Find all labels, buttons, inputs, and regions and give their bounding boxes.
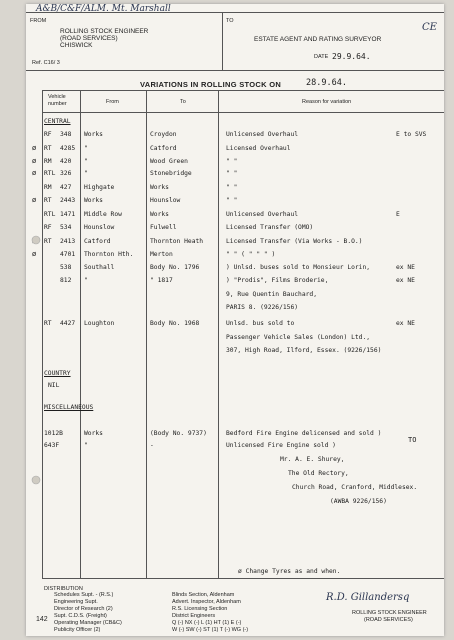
ref-label: Ref. C16/ 3	[32, 60, 60, 66]
vehicle-number: 326	[60, 170, 72, 177]
vehicle-code: RF	[44, 131, 52, 138]
variations-title: VARIATIONS IN ROLLING STOCK ON	[140, 80, 282, 89]
footnote: ø Change Tyres as and when.	[238, 568, 341, 575]
vehicle-code: RTL	[44, 170, 56, 177]
header-divider	[222, 12, 223, 70]
vehicle-code: RF	[44, 224, 52, 231]
reason-note: E	[396, 211, 400, 218]
reason-text: " "	[226, 158, 238, 165]
to-location: Stonebridge	[150, 170, 192, 177]
from-location: "	[84, 277, 88, 284]
vehicle-code: RT	[44, 320, 52, 327]
misc-from: Works	[84, 430, 103, 437]
country-value: NIL	[48, 382, 60, 389]
row-tick-mark: ø	[32, 196, 37, 204]
reason-note: ex NE	[396, 277, 415, 284]
vehicle-number: 538	[60, 264, 72, 271]
ce-mark: CE	[422, 22, 437, 33]
from-location: Loughton	[84, 320, 115, 327]
misc-vehicle-number: 1012B	[44, 430, 63, 437]
col-vehicle-line-2: number	[48, 101, 67, 107]
vehicle-number: 812	[60, 277, 72, 284]
row-tick-mark: ø	[32, 157, 37, 165]
reason-text: PARIS 8. (9226/156)	[226, 304, 299, 311]
misc-reason: Bedford Fire Engine delicensed and sold )	[226, 430, 382, 437]
variations-date: 28.9.64.	[306, 78, 347, 88]
to-location: Body No. 1796	[150, 264, 200, 271]
signature-title-1: ROLLING STOCK ENGINEER	[352, 610, 427, 616]
vehicle-code: RT	[44, 238, 52, 245]
distribution-right-item: District Engineers	[172, 613, 216, 619]
to-location: Croydon	[150, 131, 177, 138]
reason-text: Licensed Transfer (Via Works - B.O.)	[226, 238, 363, 245]
misc-reason: Unlicensed Fire Engine sold )	[226, 442, 336, 449]
vehicle-code: RM	[44, 184, 52, 191]
distribution-right-item: R.S. Licensing Section	[172, 606, 228, 612]
date-label: DATE	[314, 54, 329, 60]
table-top-rule	[42, 90, 444, 91]
distribution-right-item: W (-) SW (-) ST (1) T (-) WG (-)	[172, 627, 249, 633]
distribution-count: 142	[36, 616, 48, 623]
vehicle-code: RTL	[44, 211, 56, 218]
vehicle-number: 420	[60, 158, 72, 165]
vehicle-number: 348	[60, 131, 72, 138]
date-value: 29.9.64.	[332, 52, 371, 61]
vehicle-number: 4285	[60, 145, 76, 152]
from-location: "	[84, 170, 88, 177]
reason-text: 307, High Road, Ilford, Essex. (9226/156)	[226, 347, 382, 354]
row-tick-mark: ø	[32, 144, 37, 152]
misc-reason: Mr. A. E. Shurey,	[280, 456, 345, 463]
reason-text: Unlicensed Overhaul	[226, 131, 299, 138]
to-location: Works	[150, 184, 169, 191]
distribution-right-item: Advert. Inspector, Aldenham	[172, 599, 241, 605]
from-org-line-3: CHISWICK	[60, 42, 93, 49]
distribution-left-item: Schedules Supt. - (R.S.)	[54, 592, 114, 598]
table-left-border	[42, 90, 43, 578]
to-org: ESTATE AGENT AND RATING SURVEYOR	[254, 36, 382, 43]
misc-reason: The Old Rectory,	[288, 470, 349, 477]
distribution-left-item: Engineering Supt.	[54, 599, 98, 605]
from-org-line-2: (ROAD SERVICES)	[60, 35, 118, 42]
vehicle-number: 4701	[60, 251, 76, 258]
distribution-left-item: Publicity Officer (2)	[54, 627, 101, 633]
to-location: Thornton Heath	[150, 238, 204, 245]
signature-title-2: (ROAD SERVICES)	[364, 617, 413, 623]
col-reason-header: Reason for variation	[302, 99, 352, 105]
reason-text: " "	[226, 197, 238, 204]
reason-text: Unlicensed Overhaul	[226, 211, 299, 218]
to-location: Body No. 1968	[150, 320, 200, 327]
to-location: Fulwell	[150, 224, 177, 231]
from-location: Thornton Hth.	[84, 251, 134, 258]
vehicle-number: 2443	[60, 197, 76, 204]
distribution-left-item: Director of Research (2)	[54, 606, 113, 612]
col-divider-vehicle	[80, 90, 81, 578]
reason-text: 9, Rue Quentin Bauchard,	[226, 291, 317, 298]
header-bottom-rule	[26, 70, 444, 71]
reason-text: ) "Prodis", Films Broderie,	[226, 277, 329, 284]
reason-text: Licensed Transfer (OMO)	[226, 224, 314, 231]
col-vehicle-line-1: Vehicle	[48, 94, 66, 100]
punch-hole-icon	[30, 234, 42, 246]
handwritten-header: A&B/C&F/ALM. Mt. Marshall	[36, 4, 171, 14]
reason-text: " "	[226, 170, 238, 177]
distribution-left-item: Supt. C.D.S. (Freight)	[54, 613, 107, 619]
from-location: "	[84, 158, 88, 165]
to-location: Catford	[150, 145, 177, 152]
from-location: Catford	[84, 238, 111, 245]
distribution-right-item: Q (-) NX (-) L (1) HT (1) E (-)	[172, 620, 242, 626]
to-location: Works	[150, 211, 169, 218]
vehicle-code: RT	[44, 145, 52, 152]
table-bottom-rule	[42, 578, 444, 579]
reason-text: Licensed Overhaul	[226, 145, 291, 152]
row-tick-mark: ø	[32, 250, 37, 258]
reason-text: " "	[226, 184, 238, 191]
misc-to: (Body No. 9737)	[150, 430, 207, 437]
reason-note: ex NE	[396, 264, 415, 271]
reason-note: E to SVS	[396, 131, 427, 138]
from-label: FROM	[30, 18, 47, 24]
to-location: Hounslow	[150, 197, 181, 204]
section-central: CENTRAL	[44, 118, 71, 125]
from-location: Works	[84, 197, 103, 204]
to-location: " 1817	[150, 277, 173, 284]
from-location: Middle Row	[84, 211, 122, 218]
misc-reason: (AWBA 9226/156)	[330, 498, 387, 505]
from-location: Highgate	[84, 184, 115, 191]
distribution-heading: DISTRIBUTION	[44, 586, 83, 592]
reason-text: ) Unlsd. buses sold to Monsieur Lorin,	[226, 264, 371, 271]
reason-text: Unlsd. bus sold to	[226, 320, 295, 327]
col-divider-from	[146, 90, 147, 578]
row-tick-mark: ø	[32, 169, 37, 177]
misc-from: "	[84, 442, 88, 449]
vehicle-number: 2413	[60, 238, 76, 245]
col-from-header: From	[106, 99, 119, 105]
vehicle-code: RT	[44, 197, 52, 204]
to-location: Merton	[150, 251, 173, 258]
vehicle-number: 1471	[60, 211, 76, 218]
signature-handwritten: R.D. Gillandersq	[326, 592, 410, 603]
reason-note: ex NE	[396, 320, 415, 327]
from-location: Hounslow	[84, 224, 115, 231]
misc-vehicle-number: 643F	[44, 442, 60, 449]
col-to-header: To	[180, 99, 186, 105]
misc-to-mark: TO	[408, 436, 417, 444]
section-misc: MISCELLANEOUS	[44, 404, 94, 411]
vehicle-number: 427	[60, 184, 72, 191]
vehicle-number: 534	[60, 224, 72, 231]
punch-hole-icon	[30, 474, 42, 486]
memo-sheet	[26, 4, 444, 636]
from-location: "	[84, 145, 88, 152]
vehicle-number: 4427	[60, 320, 76, 327]
from-location: Works	[84, 131, 103, 138]
reason-text: Passenger Vehicle Sales (London) Ltd.,	[226, 334, 371, 341]
reason-text: " " ( " " " )	[226, 251, 276, 258]
section-country: COUNTRY	[44, 370, 71, 377]
misc-reason: Church Road, Cranford, Middlesex.	[292, 484, 418, 491]
from-org-line-1: ROLLING STOCK ENGINEER	[60, 28, 149, 35]
table-header-rule	[42, 112, 444, 113]
to-label: TO	[226, 18, 234, 24]
to-location: Wood Green	[150, 158, 188, 165]
misc-to: -	[150, 442, 154, 449]
distribution-right-item: Blinds Section, Aldenham	[172, 592, 235, 598]
from-location: Southall	[84, 264, 115, 271]
distribution-left-item: Operating Manager (CB&C)	[54, 620, 122, 626]
vehicle-code: RM	[44, 158, 52, 165]
col-divider-to	[218, 90, 219, 578]
